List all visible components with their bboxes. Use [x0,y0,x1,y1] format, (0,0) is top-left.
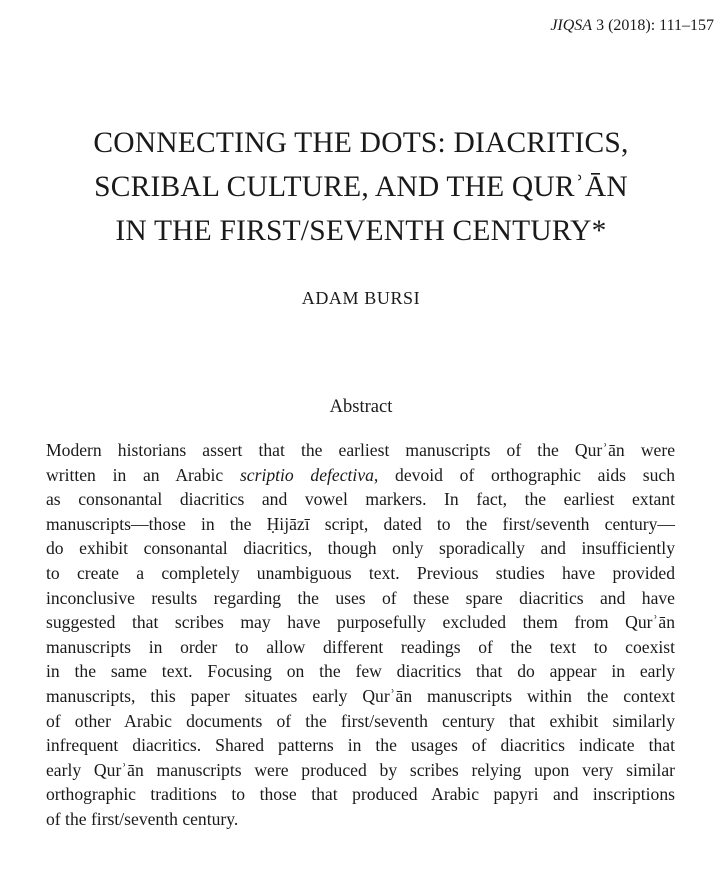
abstract-line: inconclusive results regarding the uses of these spare diacritics and have [46,587,675,608]
abstract-text-segment: written in an Arabic [46,464,240,485]
abstract-line: manuscripts in order to allow different readings of the text to coexist [46,636,675,657]
abstract-line: early Qurʾān manuscripts were produced by scribes relying upon very similar [46,759,675,780]
abstract-line: infrequent diacritics. Shared patterns in the usages of diacritics indicate that [46,735,675,756]
title-line: SCRIBAL CULTURE, AND THE QURʾĀN [94,171,628,203]
abstract-line: in the same text. Focusing on the few diacritics that do appear in early [46,661,675,682]
journal-name: JIQSA [550,17,593,34]
abstract-line [46,463,675,488]
abstract-line: of the first/seventh century. [46,808,239,829]
abstract-text-segment: , devoid of orthographic aids such [373,464,675,485]
abstract-line: of other Arabic documents of the first/seventh century that exhibit similarly [46,710,675,731]
title-line: CONNECTING THE DOTS: DIACRITICS, [93,127,629,159]
running-head [550,16,714,36]
abstract-line: as consonantal diacritics and vowel markers. In fact, the earliest extant [46,489,675,510]
abstract-line: do exhibit consonantal diacritics, though only sporadically and insufficiently [46,538,675,559]
title-line: IN THE FIRST/SEVENTH CENTURY* [115,215,607,247]
paper-title [0,121,722,253]
journal-citation: 3 (2018): 111–157 [592,17,714,34]
author-name: ADAM BURSI [301,288,421,308]
abstract-line: suggested that scribes may have purposefully excluded them from Qurʾān [46,612,675,633]
abstract-italic-term: scriptio defectiva [239,464,374,485]
abstract-line: to create a completely unambiguous text. Previous studies have provided [46,562,675,583]
abstract-body [46,438,675,832]
abstract-line: orthographic traditions to those that produced Arabic papyri and inscriptions [46,784,675,805]
abstract-line: Modern historians assert that the earliest manuscripts of the Qurʾān were [46,440,675,460]
abstract-line: manuscripts—those in the Ḥijāzī script, dated to the first/seventh century— [46,513,675,534]
abstract-line: manuscripts, this paper situates early Qurʾān manuscripts within the context [46,685,675,706]
abstract-heading: Abstract [329,397,393,417]
